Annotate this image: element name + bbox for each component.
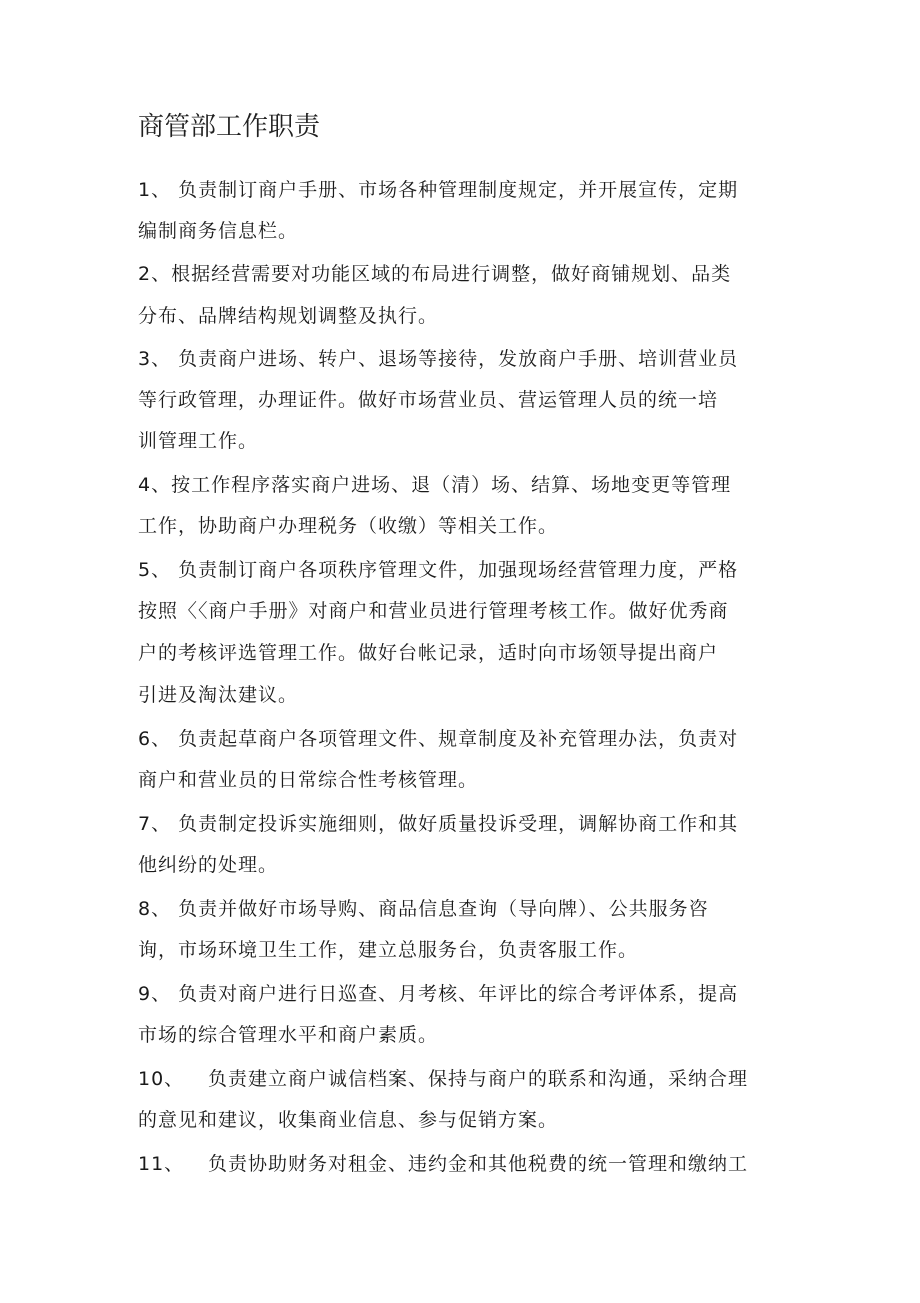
list-item-7-line-2 <box>138 851 278 879</box>
list-item-8-line-1 <box>138 895 709 923</box>
item-text: 按照〈〈商户手册》对商户和营业员进行管理考核工作。做好优秀商 <box>138 600 729 622</box>
list-item-3-line-2 <box>138 386 718 414</box>
list-item-2-line-2 <box>138 302 438 330</box>
item-text: 负责制订商户手册、市场各种管理制度规定，并开展宣传，定期 <box>178 179 739 201</box>
item-text: 负责起草商户各项管理文件、规章制度及补充管理办法，负责对 <box>178 728 739 750</box>
item-text: 按工作程序落实商户进场、退（清）场、结算、场地变更等管理 <box>171 474 732 496</box>
item-text: 训管理工作。 <box>138 430 259 452</box>
item-number: 1、 <box>138 179 172 201</box>
list-item-10-line-2 <box>138 1106 558 1134</box>
item-number: 7、 <box>138 813 172 835</box>
list-item-2-line-1 <box>138 260 731 288</box>
item-text: 负责制定投诉实施细则，做好质量投诉受理，调解协商工作和其 <box>178 813 739 835</box>
list-item-6-line-1 <box>138 725 738 753</box>
item-number: 5、 <box>138 559 172 581</box>
list-item-10-line-1 <box>138 1065 748 1093</box>
item-text: 负责制订商户各项秩序管理文件，加强现场经营管理力度，严格 <box>178 559 739 581</box>
list-item-7-line-1 <box>138 810 738 838</box>
item-text: 负责商户进场、转户、退场等接待，发放商户手册、培训营业员 <box>178 348 739 370</box>
item-text: 他纠纷的处理。 <box>138 854 279 876</box>
item-text: 负责协助财务对租金、违约金和其他税费的统一管理和缴纳工 <box>208 1153 749 1175</box>
list-item-3-line-1 <box>138 345 738 373</box>
list-item-5-line-1 <box>138 556 738 584</box>
item-number: 4、 <box>138 474 172 496</box>
list-item-1-line-2 <box>138 217 298 245</box>
list-item-3-line-3 <box>138 427 258 455</box>
list-item-11-line-1 <box>138 1150 748 1178</box>
item-number: 8、 <box>138 898 172 920</box>
item-text: 负责建立商户诚信档案、保持与商户的联系和沟通，采纳合理 <box>208 1068 749 1090</box>
item-number: 6、 <box>138 728 172 750</box>
item-number: 11、 <box>138 1153 185 1175</box>
list-item-5-line-4 <box>138 681 298 709</box>
item-text: 根据经营需要对功能区域的布局进行调整，做好商铺规划、品类 <box>171 263 732 285</box>
item-text: 分布、品牌结构规划调整及执行。 <box>138 305 439 327</box>
item-text: 商户和营业员的日常综合性考核管理。 <box>138 769 479 791</box>
page-title: 商管部工作职责 <box>138 112 321 142</box>
item-number: 9、 <box>138 983 172 1005</box>
list-item-5-line-3 <box>138 639 718 667</box>
item-text: 负责并做好市场导购、商品信息查询（导向牌）、公共服务咨 <box>178 898 709 920</box>
item-text: 引进及淘汰建议。 <box>138 684 299 706</box>
item-number: 3、 <box>138 348 172 370</box>
item-text: 户的考核评选管理工作。做好台帐记录，适时向市场领导提出商户 <box>138 642 719 664</box>
item-text: 负责对商户进行日巡查、月考核、年评比的综合考评体系，提高 <box>178 983 739 1005</box>
list-item-1-line-1 <box>138 176 738 204</box>
item-text: 等行政管理，办理证件。做好市场营业员、营运管理人员的统一培 <box>138 389 719 411</box>
item-text: 工作，协助商户办理税务（收缴）等相关工作。 <box>138 515 559 537</box>
item-text: 市场的综合管理水平和商户素质。 <box>138 1024 439 1046</box>
list-item-9-line-1 <box>138 980 738 1008</box>
list-item-6-line-2 <box>138 766 478 794</box>
list-item-8-line-2 <box>138 936 638 964</box>
list-item-9-line-2 <box>138 1021 438 1049</box>
item-text: 编制商务信息栏。 <box>138 220 299 242</box>
item-number: 10、 <box>138 1068 185 1090</box>
list-item-5-line-2 <box>138 597 729 625</box>
list-item-4-line-1 <box>138 471 731 499</box>
item-number: 2、 <box>138 263 172 285</box>
list-item-4-line-2 <box>138 512 558 540</box>
item-text: 的意见和建议，收集商业信息、参与促销方案。 <box>138 1109 559 1131</box>
item-text: 询，市场环境卫生工作，建立总服务台，负责客服工作。 <box>138 939 639 961</box>
